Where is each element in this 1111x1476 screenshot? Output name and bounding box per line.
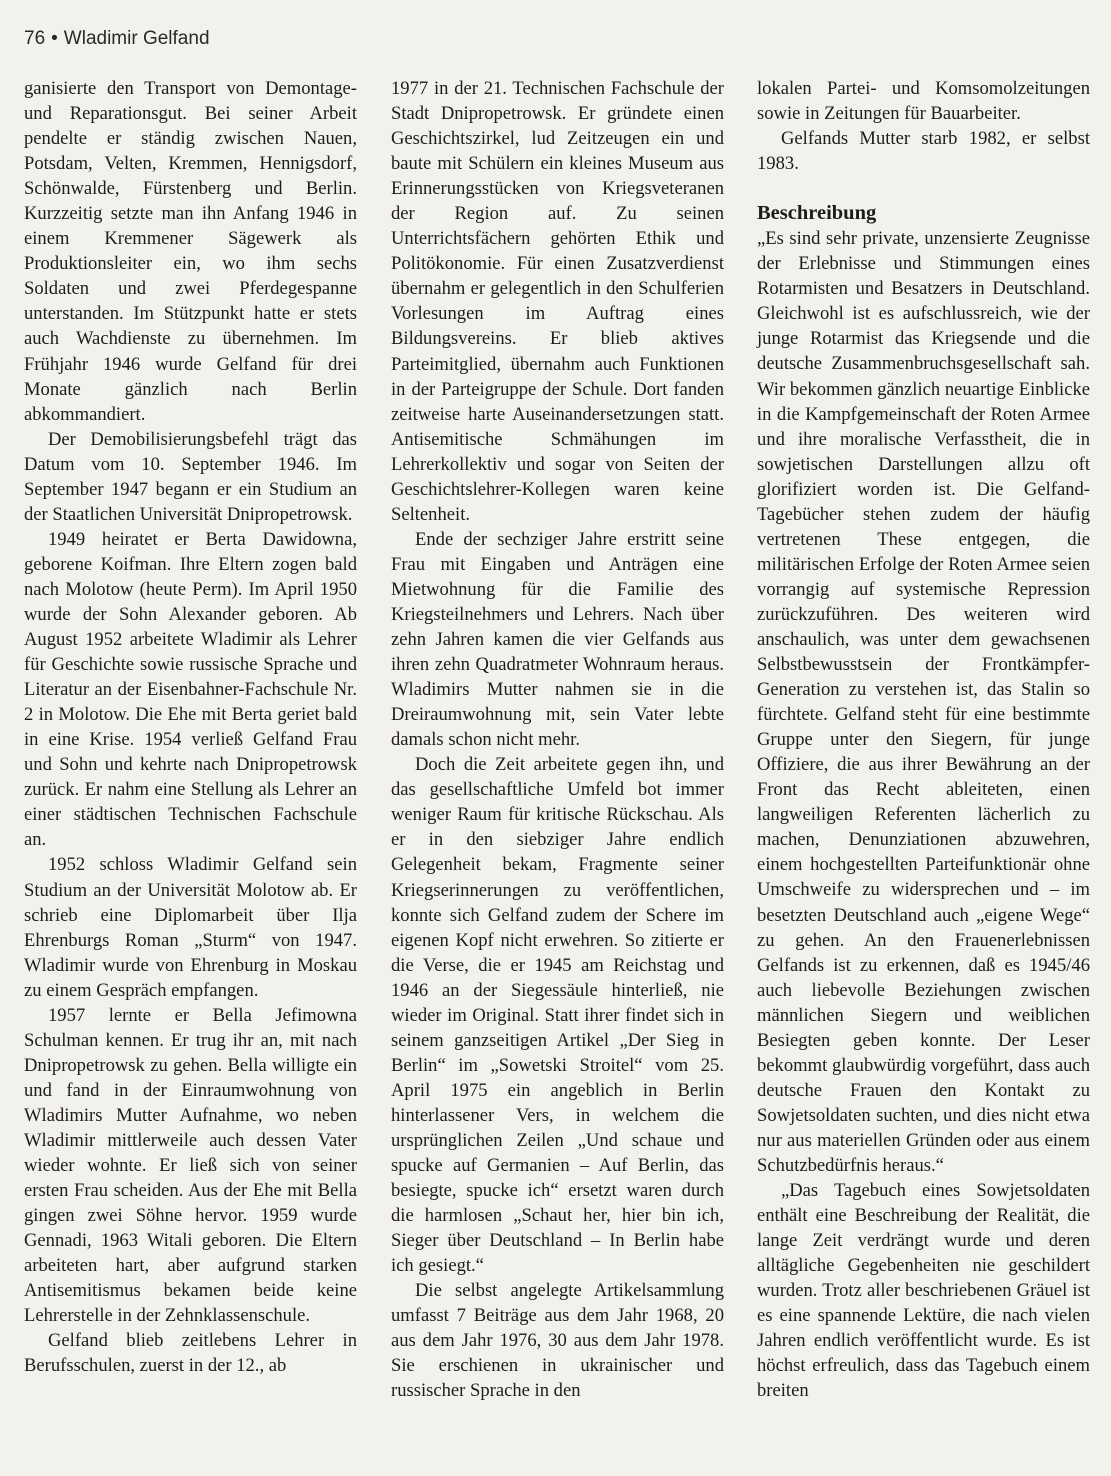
paragraph: 1977 in der 21. Technischen Fachschule der Stadt Dnipropetrowsk. Er gründete einen Geschichtszirkel, lud Zeitzeugen ein und baute mit Schülern ein kleines Museum aus Erinnerungsstücken von Kriegsveteranen der Region auf. Zu seinen Unterrichtsfächern gehörten Ethik und Politökonomie. Für einen Zusatzverdienst übernahm er gelegentlich in den Schulferien Vorlesungen im Auftrag eines Bildungsvereins. Er blieb aktives Parteimitglied, übernahm auch Funktionen in der Parteigruppe der Schule. Dort fanden zeitweise harte Auseinandersetzungen statt. Antisemitische Schmähungen im Lehrerkollektiv und sogar von Seiten der Geschichtslehrer-Kollegen waren keine Seltenheit.: [391, 78, 724, 525]
running-head: [24, 28, 210, 50]
paragraph: Ende der sechziger Jahre erstritt seine Frau mit Eingaben und Anträgen eine Mietwohnung für die Familie des Kriegsteilnehmers und Lehrers. Nach über zehn Jahren kamen die vier Gelfands aus ihren zehn Quadratmeter Wohnraum heraus. Wladimirs Mutter nahmen sie in die Dreiraumwohnung mit, sein Vater lebte damals schon nicht mehr.: [391, 528, 724, 751]
text-column-3: [757, 76, 1090, 1403]
paragraph: 1949 heiratet er Berta Dawidowna, geborene Koifman. Ihre Eltern zogen bald nach Molotow (heute Perm). Im April 1950 wurde der Sohn Alexander geboren. Ab August 1952 arbeitete Wladimir als Lehrer für Geschichte sowie russische Sprache und Literatur an der Eisenbahner-Fachschule Nr. 2 in Molotow. Die Ehe mit Berta geriet bald in eine Krise. 1954 verließ Gelfand Frau und Sohn und kehrte nach Dnipropetrowsk zurück. Er nahm eine Stellung als Lehrer an einer städtischen Technischen Fachschule an.: [24, 528, 357, 851]
running-head-separator: •: [51, 28, 58, 49]
paragraph: Doch die Zeit arbeitete gegen ihn, und das gesellschaftliche Umfeld bot immer weniger Raum für kritische Rückschau. Als er in den siebziger Jahre endlich Gelegenheit bekam, Fragmente seiner Kriegserinnerungen zu veröffentlichen, konnte sich Gelfand zudem der Schere im eigenen Kopf nicht erwehren. So zitierte er die Verse, die er 1945 am Reichstag und 1946 an der Siegessäule hinterließ, nie wieder im Original. Statt ihrer findet sich in seinem ganzseitigen Artikel „Der Sieg in Berlin“ im „Sowetski Stroitel“ vom 25. April 1975 ein angeblich in Berlin hinterlassener Vers, in welchem die ursprünglichen Zeilen „Und schaue und spucke auf Germanien – Auf Berlin, das besiegte, spucke ich“ ersetzt waren durch die harmlosen „Schaut her, hier bin ich, Sieger über Deutschland – In Berlin habe ich gesiegt.“: [391, 754, 724, 1277]
page-number: 76: [24, 28, 46, 49]
paragraph: Gelfands Mutter starb 1982, er selbst 1983.: [757, 128, 1090, 175]
running-head-title: Wladimir Gelfand: [63, 28, 210, 49]
paragraph: 1952 schloss Wladimir Gelfand sein Studium an der Universität Molotow ab. Er schrieb eine Diplomarbeit über Ilja Ehrenburgs Roman „Sturm“ von 1947. Wladimir wurde von Ehrenburg in Moskau zu einem Gespräch empfangen.: [24, 854, 357, 1001]
text-column-2: [391, 76, 724, 1403]
paragraph: „Das Tagebuch eines Sowjetsoldaten enthält eine Beschreibung der Realität, die lange Zeit verdrängt wurde und deren alltägliche Gegebenheiten nie geschildert wurden. Trotz aller beschriebenen Gräuel ist es eine spannende Lektüre, die nach vielen Jahren endlich veröffentlicht wurde. Es ist höchst erfreulich, dass das Tagebuch einem breiten: [757, 1180, 1090, 1402]
paragraph: „Es sind sehr private, unzensierte Zeugnisse der Erlebnisse und Stimmungen eines Rotarmisten und Besatzers in Deutschland. Gleichwohl ist es aufschlussreich, wie der junge Rotarmist das Kriegsende und die deutsche Zusammenbruchsgesellschaft sah. Wir bekommen gänzlich neuartige Einblicke in die Kampfgemeinschaft der Roten Armee und ihre moralische Verfasstheit, die in sowjetischen Darstellungen allzu oft glorifiziert worden ist. Die Gelfand-Tagebücher stehen zudem der häufig vertretenen These entgegen, die militärischen Erfolge der Roten Armee seien vorrangig auf systemische Repression zurückzuführen. Des weiteren wird anschaulich, was unter dem gewachsenen Selbstbewusstsein der Frontkämpfer-Generation zu verstehen ist, das Stalin so fürchtete. Gelfand steht für eine bestimmte Gruppe unter den Siegern, für junge Offiziere, die aus ihrer Bewährung an der Front das Recht ableiteten, einen langweiligen Referenten lächerlich zu machen, Denunziationen abzuwehren, einem hochgestellten Parteifunktionär ohne Umschweife zu widersprechen und – im besetzten Deutschland auch „eigene Wege“ zu gehen. An den Frauenerlebnissen Gelfands ist zu erkennen, daß es 1945/46 auch liebevolle Beziehungen zwischen männlichen Siegern und weiblichen Besiegten geben konnte. Der Leser bekommt glaubwürdig vorgeführt, dass auch deutsche Frauen den Kontakt zu Sowjetsoldaten suchten, und dies nicht etwa nur aus materiellen Gründen oder aus einem Schutzbedürfnis heraus.“: [757, 228, 1090, 1176]
paragraph: ganisierte den Transport von Demontage- und Reparationsgut. Bei seiner Arbeit pendelte er ständig zwischen Nauen, Potsdam, Velten, Kremmen, Hennigsdorf, Schönwalde, Fürstenberg und Berlin. Kurzzeitig setzte man ihn Anfang 1946 in einem Kremmener Sägewerk als Produktionsleiter ein, wo ihm sechs Soldaten und zwei Pferdegespanne unterstanden. Im Stützpunkt hatte er stets auch Wachdienste zu übernehmen. Im Frühjahr 1946 wurde Gelfand für drei Monate gänzlich nach Berlin abkommandiert.: [24, 78, 357, 425]
paragraph: Der Demobilisierungsbefehl trägt das Datum vom 10. September 1946. Im September 1947 begann er ein Studium an der Staatlichen Universität Dnipropetrowsk.: [24, 428, 357, 525]
paragraph: lokalen Partei- und Komsomolzeitungen sowie in Zeitungen für Bauarbeiter.: [757, 78, 1090, 125]
section-heading: Beschreibung: [757, 202, 877, 225]
paragraph: Gelfand blieb zeitlebens Lehrer in Berufsschulen, zuerst in der 12., ab: [24, 1330, 357, 1377]
paragraph: Die selbst angelegte Artikelsammlung umfasst 7 Beiträge aus dem Jahr 1968, 20 aus dem Jahr 1976, 30 aus dem Jahr 1978. Sie erschienen in ukrainischer und russischer Sprache in den: [391, 1280, 724, 1402]
text-column-1: [24, 76, 357, 1378]
paragraph: 1957 lernte er Bella Jefimowna Schulman kennen. Er trug ihr an, mit nach Dnipropetrowsk zu gehen. Bella willigte ein und fand in der Einraumwohnung von Wladimirs Mutter Aufnahme, wo neben Wladimir mittlerweile auch dessen Vater wieder wohnte. Er ließ sich von seiner ersten Frau scheiden. Aus der Ehe mit Bella gingen zwei Söhne hervor. 1959 wurde Gennadi, 1963 Witali geboren. Die Eltern arbeiteten hart, aber aufgrund starken Antisemitismus bekamen beide keine Lehrerstelle in der Zehnklassenschule.: [24, 1004, 357, 1327]
